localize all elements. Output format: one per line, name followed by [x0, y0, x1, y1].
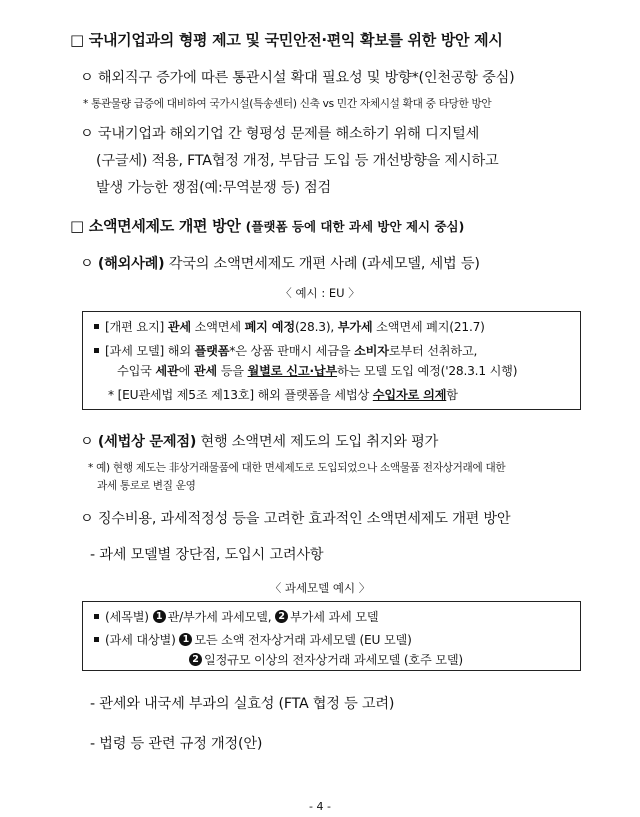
- section-2-title-sub: (플랫폼 등에 대한 과세 방안 제시 중심): [245, 219, 465, 234]
- number-1-icon: 1: [153, 610, 166, 623]
- section-2-title: [70, 215, 464, 236]
- section-1-title: □ 국내기업과의 형평 제고 및 국민안전·편익 확보를 위한 방안 제시: [70, 31, 503, 49]
- s2-note-line-1: * 예) 현행 제도는 非상거래물품에 대한 면세제도로 도입되었으나 소액물품 전자상거래에 대한: [88, 462, 506, 474]
- model-box-row-3: 2 일정규모 이상의 전자상거래 과세모델 (호주 모델): [189, 651, 463, 668]
- s2-bullet-1-label: (해외사례): [97, 256, 165, 272]
- section-2-title-main: □ 소액면세제도 개편 방안: [70, 217, 241, 235]
- bullet-marker: ㅇ: [80, 256, 94, 272]
- bullet-marker: ㅇ: [80, 434, 94, 450]
- number-1-icon: 1: [179, 633, 192, 646]
- page-number: - 4 -: [309, 800, 331, 813]
- eu-box-row-1: [개편 요지] 관세 소액면세 폐지 예정(28.3), 부가세 소액면세 폐지(21.7): [92, 318, 485, 335]
- s2-bullet-2: [80, 431, 438, 451]
- s1-bullet-2-line-1: ㅇ 국내기업과 해외기업 간 형평성 문제를 해소하기 위해 디지털세: [80, 126, 480, 142]
- s1-bullet-2-line-3: 발생 가능한 쟁점(예:무역분쟁 등) 점검: [96, 180, 332, 196]
- number-2-icon: 2: [189, 653, 202, 666]
- s2-bullet-1-text: 각국의 소액면세제도 개편 사례 (과세모델, 세법 등): [168, 256, 480, 272]
- s2-bullet-2-text: 현행 소액면세 제도의 도입 취지와 평가: [200, 434, 439, 450]
- example-caption-eu: 〈 예시 : EU 〉: [280, 286, 360, 300]
- s2-bullet-1: [80, 253, 480, 273]
- model-box-row-2: (과세 대상별) 1 모든 소액 전자상거래 과세모델 (EU 모델): [92, 631, 412, 648]
- s1-bullet-1: ㅇ 해외직구 증가에 따른 통관시설 확대 필요성 및 방향*(인천공항 중심): [80, 70, 515, 86]
- square-bullet-icon: [94, 614, 99, 619]
- s2-note-line-2: 과세 통로로 변질 운영: [97, 480, 196, 492]
- example-caption-models: 〈 과세모델 예시 〉: [269, 581, 371, 595]
- s2-dash-2: - 관세와 내국세 부과의 실효성 (FTA 협정 등 고려): [90, 696, 395, 712]
- s1-bullet-2-line-2: (구글세) 적용, FTA협정 개정, 부담금 도입 등 개선방향을 제시하고: [96, 153, 499, 169]
- number-2-icon: 2: [275, 610, 288, 623]
- s2-dash-3: - 법령 등 관련 규정 개정(안): [90, 736, 263, 752]
- eu-box-row-2: [과세 모델] 해외 플랫폼*은 상품 판매시 세금을 소비자로부터 선취하고,: [92, 342, 477, 359]
- s2-bullet-2-label: (세법상 문제점): [97, 434, 197, 450]
- square-bullet-icon: [94, 637, 99, 642]
- s2-dash-1: - 과세 모델별 장단점, 도입시 고려사항: [90, 547, 324, 563]
- s1-note-1: * 통관물량 급증에 대비하여 국가시설(특송센터) 신축 vs 민간 자체시설 확대 중 타당한 방안: [83, 98, 492, 110]
- s2-bullet-3: ㅇ 징수비용, 과세적정성 등을 고려한 효과적인 소액면세제도 개편 방안: [80, 511, 511, 527]
- model-box-row-1: (세목별) 1 관/부가세 과세모델, 2 부가세 과세 모델: [92, 608, 378, 625]
- square-bullet-icon: [94, 348, 99, 353]
- eu-box-note: * [EU관세법 제5조 제13호] 해외 플랫폼을 세법상 수입자로 의제함: [108, 388, 458, 402]
- square-bullet-icon: [94, 324, 99, 329]
- eu-box-row-3: 수입국 세관에 관세 등을 월별로 신고·납부하는 모델 도입 예정('28.3.1 시행): [117, 364, 518, 378]
